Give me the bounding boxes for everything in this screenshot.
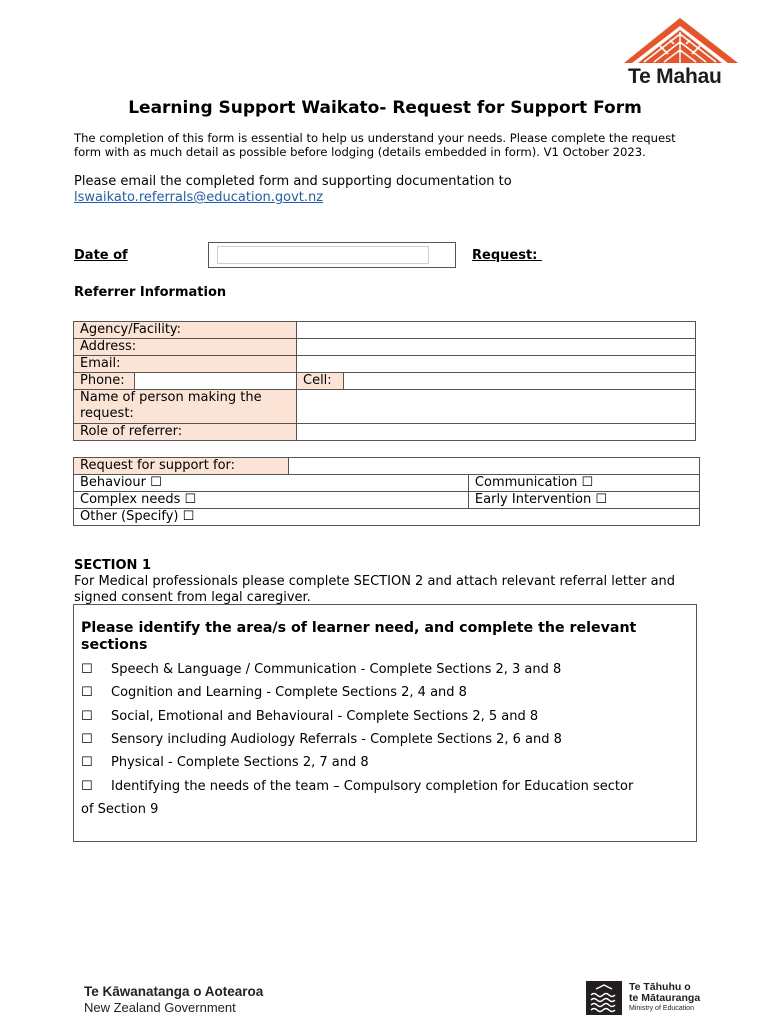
checkbox-icon[interactable]: ☐ <box>81 662 93 677</box>
moe-line-3: Ministry of Education <box>629 1005 694 1012</box>
date-field-frame <box>208 242 456 268</box>
email-instruction <box>74 174 714 206</box>
support-blank <box>289 458 700 475</box>
logo-wordmark: Te Mahau <box>628 65 722 88</box>
date-label: Date of <box>74 248 128 263</box>
table-row <box>74 424 696 441</box>
date-input[interactable] <box>217 246 429 264</box>
phone-input[interactable] <box>135 373 297 390</box>
checkbox-icon[interactable]: ☐ <box>81 732 93 747</box>
table-row <box>74 492 700 509</box>
option-behaviour[interactable]: Behaviour ☐ <box>74 475 469 492</box>
role-label: Role of referrer: <box>74 424 297 441</box>
te-mahau-logo <box>624 18 738 90</box>
nz-government-logo <box>84 984 263 1015</box>
email-instruction-text: Please email the completed form and supporting documentation to <box>74 174 512 189</box>
table-row <box>74 390 696 424</box>
table-row <box>74 322 696 339</box>
item-tail: of Section 9 <box>81 802 159 817</box>
email-link[interactable]: lswaikato.referrals@education.govt.nz <box>74 190 324 205</box>
te-mahau-roof-icon <box>624 18 738 66</box>
agency-label: Agency/Facility: <box>74 322 297 339</box>
address-input[interactable] <box>297 339 696 356</box>
role-input[interactable] <box>297 424 696 441</box>
table-row <box>74 458 700 475</box>
section1-note: For Medical professionals please complete SECTION 2 and attach relevant referral letter and signed consent from legal caregiver. <box>74 574 676 605</box>
name-input[interactable] <box>297 390 696 424</box>
list-item[interactable] <box>81 685 467 701</box>
cell-input[interactable] <box>344 373 696 390</box>
checkbox-icon[interactable]: ☐ <box>81 779 93 794</box>
moe-line-1: Te Tāhuhu o <box>629 981 691 993</box>
table-row <box>74 356 696 373</box>
referrer-heading: Referrer Information <box>74 285 227 300</box>
list-item[interactable] <box>81 709 538 725</box>
moe-line-2: te Mātauranga <box>629 992 701 1004</box>
list-item[interactable] <box>81 779 633 795</box>
option-complex-needs[interactable]: Complex needs ☐ <box>74 492 469 509</box>
learner-need-heading: Please identify the area/s of learner need, and complete the relevant sections <box>81 620 637 653</box>
phone-label: Phone: <box>74 373 135 390</box>
option-early-intervention[interactable]: Early Intervention ☐ <box>468 492 699 509</box>
page-title: Learning Support Waikato- Request for Support Form <box>128 98 642 118</box>
table-row <box>74 373 696 390</box>
item-text: Speech & Language / Communication - Complete Sections 2, 3 and 8 <box>111 662 562 677</box>
govt-line-1: Te Kāwanatanga o Aotearoa <box>84 984 264 999</box>
support-heading: Request for support for: <box>74 458 289 475</box>
item-text: Social, Emotional and Behavioural - Complete Sections 2, 5 and 8 <box>111 709 539 724</box>
option-communication[interactable]: Communication ☐ <box>468 475 699 492</box>
item-text: Cognition and Learning - Complete Sections 2, 4 and 8 <box>111 685 467 700</box>
list-item[interactable] <box>81 732 562 748</box>
govt-line-2: New Zealand Government <box>84 1000 236 1015</box>
cell-label: Cell: <box>297 373 344 390</box>
item-text: Physical - Complete Sections 2, 7 and 8 <box>111 755 369 770</box>
address-label: Address: <box>74 339 297 356</box>
referrer-table <box>73 321 696 441</box>
option-other[interactable]: Other (Specify) ☐ <box>74 509 700 526</box>
email-label: Email: <box>74 356 297 373</box>
item-text: Sensory including Audiology Referrals - Complete Sections 2, 6 and 8 <box>111 732 562 747</box>
item-text: Identifying the needs of the team – Compulsory completion for Education sector <box>111 779 634 794</box>
name-label: Name of person making the request: <box>74 390 297 424</box>
checkbox-icon[interactable]: ☐ <box>81 685 93 700</box>
table-row <box>74 339 696 356</box>
section1-title: SECTION 1 <box>74 558 151 573</box>
learner-need-box <box>73 604 697 842</box>
list-item[interactable] <box>81 662 561 678</box>
waves-icon <box>586 981 622 1015</box>
request-label: Request: <box>472 248 542 263</box>
checkbox-icon[interactable]: ☐ <box>81 755 93 770</box>
moe-text <box>629 982 749 1013</box>
email-input[interactable] <box>297 356 696 373</box>
support-table <box>73 457 700 526</box>
table-row <box>74 475 700 492</box>
intro-text: The completion of this form is essential to help us understand your needs. Please complete the request form with as much detail as possible before lodging (details embedded in form). V1 October 2023. <box>74 131 676 159</box>
checkbox-icon[interactable]: ☐ <box>81 709 93 724</box>
table-row <box>74 509 700 526</box>
agency-input[interactable] <box>297 322 696 339</box>
list-item[interactable] <box>81 755 369 771</box>
